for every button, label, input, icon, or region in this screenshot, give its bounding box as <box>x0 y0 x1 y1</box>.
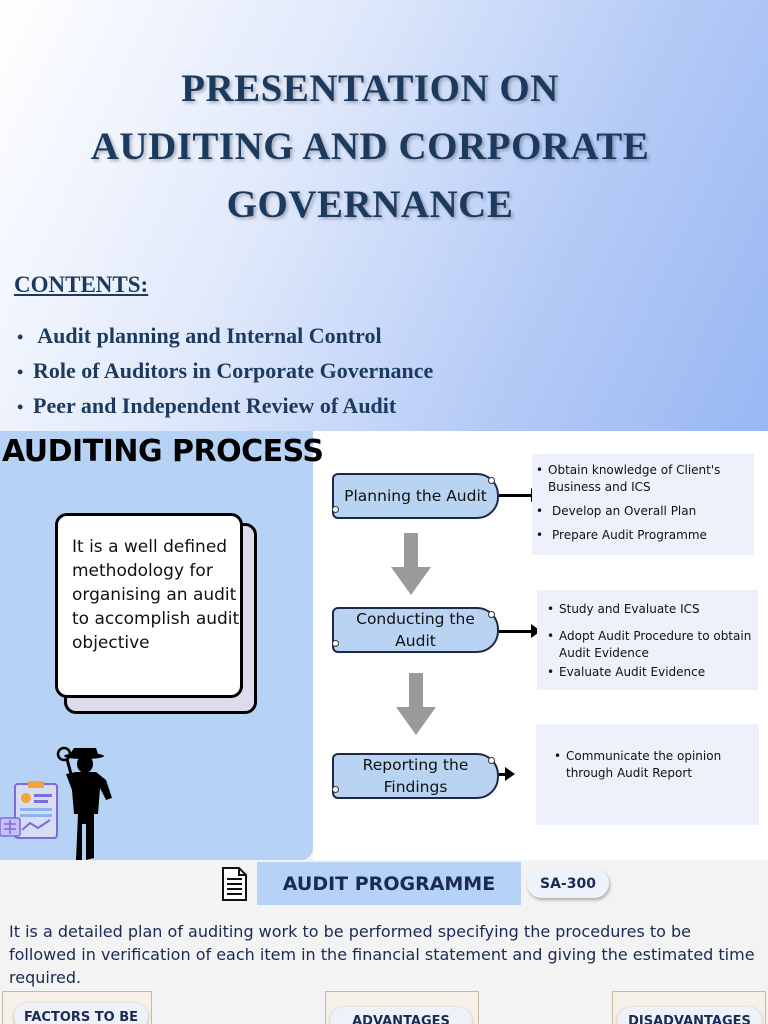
disadvantages-pill: DISADVANTAGES <box>617 1007 762 1024</box>
contents-item: • Audit planning and Internal Control <box>17 319 433 354</box>
process-step-planning <box>332 473 499 519</box>
document-icon <box>220 866 248 902</box>
down-arrow-icon <box>396 673 436 735</box>
nub-icon <box>332 506 339 513</box>
down-arrow-icon <box>391 533 431 595</box>
audit-programme-title: AUDIT PROGRAMME <box>257 862 521 905</box>
detail-point: • Prepare Audit Programme <box>534 527 748 544</box>
audit-programme-description: It is a detailed plan of auditing work to be performed specifying the procedures to be followed in verification of each item in the financial statement and giving the estimated time required. <box>9 922 755 987</box>
bullet-icon: • <box>17 397 24 417</box>
title-line: PRESENTATION ON <box>181 67 559 110</box>
right-arrow-icon <box>505 767 515 781</box>
nub-icon <box>488 611 495 618</box>
nub-icon <box>488 477 495 484</box>
detail-point: • Communicate the opinion through Audit Report <box>552 748 753 782</box>
contents-item: • Peer and Independent Review of Audit <box>17 389 433 424</box>
planning-details <box>532 454 754 555</box>
detail-point: • Obtain knowledge of Client's Business and ICS <box>534 462 748 496</box>
process-step-reporting <box>332 753 499 799</box>
detail-point: • Evaluate Audit Evidence <box>545 664 754 681</box>
connector-line <box>499 630 532 633</box>
detail-point: • Develop an Overall Plan <box>534 503 748 520</box>
bullet-icon: • <box>17 327 24 347</box>
presentation-title <box>0 60 740 234</box>
detail-point: • Study and Evaluate ICS <box>545 601 754 618</box>
contents-heading: CONTENTS: <box>14 272 149 297</box>
nub-icon <box>488 757 495 764</box>
contents-item: • Role of Auditors in Corporate Governance <box>17 354 433 389</box>
reporting-details <box>536 724 759 825</box>
conducting-details <box>537 590 758 690</box>
process-step-conducting <box>332 607 499 653</box>
bullet-icon: • <box>17 362 24 382</box>
connector-line <box>499 494 532 497</box>
dashboard-icon <box>0 780 62 842</box>
step-label: Conducting the Audit <box>356 610 475 650</box>
contents-list <box>17 319 433 424</box>
nub-icon <box>332 640 339 647</box>
factors-pill: FACTORS TO BE <box>14 1003 148 1024</box>
nub-icon <box>332 786 339 793</box>
auditing-process-title: AUDITING PROCESS <box>2 434 324 469</box>
standard-badge: SA-300 <box>527 869 609 898</box>
advantages-pill: ADVANTAGES <box>330 1007 472 1024</box>
hero-banner <box>0 0 768 431</box>
title-line: AUDITING AND CORPORATE <box>90 125 650 168</box>
definition-text: It is a well defined methodology for organising an audit to accomplish audit objective <box>72 537 240 653</box>
step-label: Reporting the Findings <box>362 756 469 796</box>
step-label: Planning the Audit <box>344 487 487 505</box>
detail-point: • Adopt Audit Procedure to obtain Audit Evidence <box>545 628 754 662</box>
title-line: GOVERNANCE <box>226 183 514 226</box>
detective-silhouette-icon <box>56 734 116 862</box>
